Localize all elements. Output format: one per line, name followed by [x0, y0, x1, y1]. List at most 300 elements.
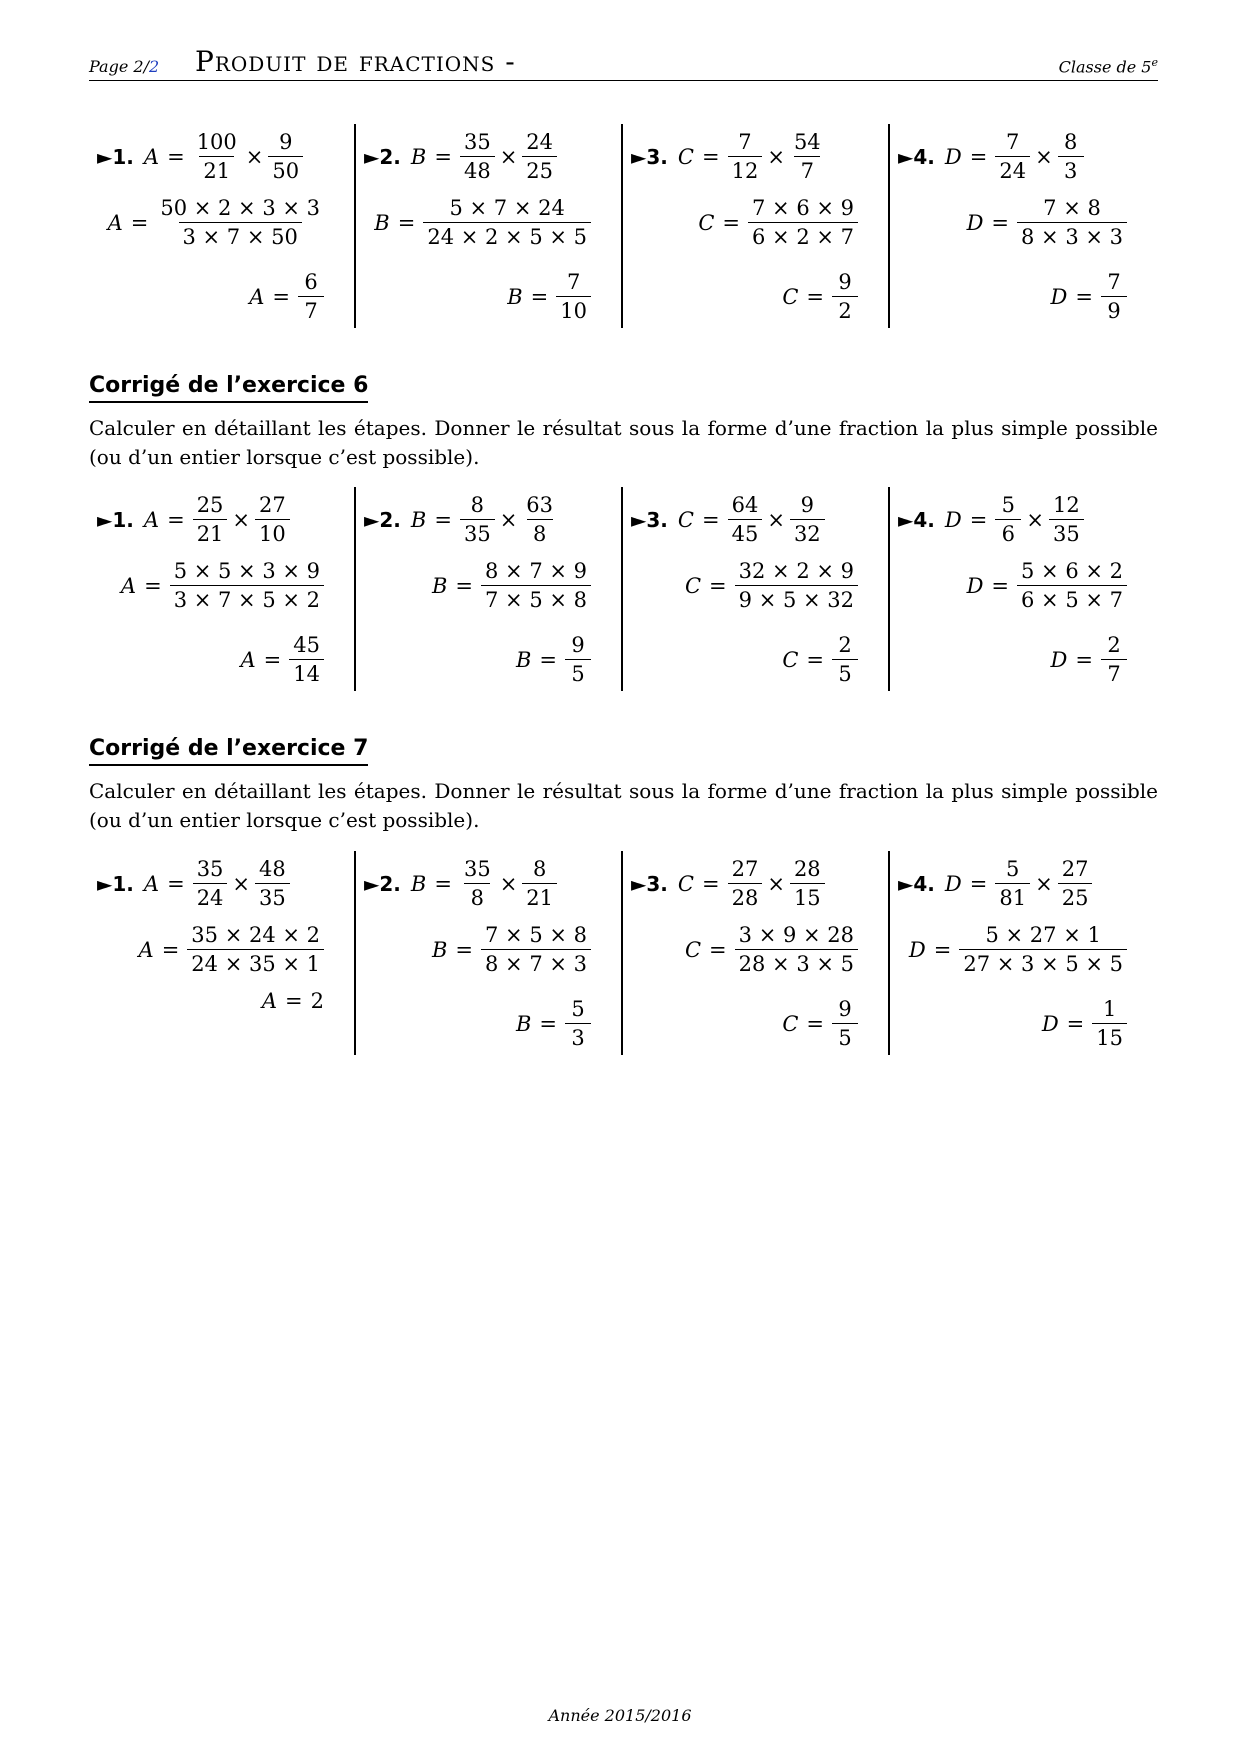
class-text: Classe de 5: [1058, 57, 1152, 76]
step-numerator: 3 × 9 × 28: [738, 923, 854, 947]
times-sign: ×: [767, 871, 785, 896]
item-number: ►2.: [364, 507, 401, 532]
variable: B: [507, 284, 523, 309]
result-numerator: 9: [838, 997, 852, 1021]
variable: A: [143, 507, 160, 532]
instructions: Calculer en détaillant les étapes. Donner le résultat sous la forme d’une fraction la plus simple possible (ou d’un entier lorsque c’est possible).: [89, 416, 1158, 469]
document-title: Produit de fractions -: [195, 45, 516, 78]
result-line: [1042, 995, 1127, 1052]
equals-sign: =: [1075, 647, 1093, 672]
result-denominator: 15: [1092, 1023, 1127, 1052]
numerator: 35: [196, 857, 224, 881]
variable: D: [1050, 647, 1068, 672]
instructions: Calculer en détaillant les étapes. Donner le résultat sous la forme d’une fraction la plus simple possible (ou d’un entier lorsque c’est possible).: [89, 779, 1158, 832]
denominator: 32: [790, 519, 825, 548]
fraction-2: [522, 491, 557, 548]
step-denominator: 24 × 35 × 1: [187, 949, 324, 978]
numerator: 63: [526, 493, 554, 517]
equals-sign: =: [1066, 1011, 1085, 1036]
result-fraction: [1092, 995, 1127, 1052]
numerator: 8: [470, 493, 484, 517]
fraction-2: [1058, 855, 1093, 912]
statement-line: [364, 491, 557, 548]
result-fraction: [832, 631, 858, 688]
numerator: 7: [1006, 130, 1020, 154]
result-line: [249, 268, 324, 325]
equals-sign: =: [434, 507, 452, 532]
variable: D: [1041, 1011, 1059, 1036]
result-denominator: 5: [565, 659, 591, 688]
step-numerator: 5 × 27 × 1: [985, 923, 1101, 947]
step-denominator: 8 × 7 × 3: [481, 949, 591, 978]
variable: C: [698, 210, 715, 235]
denominator: 35: [255, 883, 290, 912]
result-denominator: 3: [565, 1023, 591, 1052]
step-numerator: 5 × 5 × 3 × 9: [173, 559, 320, 583]
step-denominator: 24 × 2 × 5 × 5: [423, 222, 591, 251]
fraction-2: [522, 855, 557, 912]
equals-sign: =: [167, 871, 185, 896]
step-line: [967, 557, 1127, 614]
denominator: 35: [460, 519, 495, 548]
numerator: 64: [731, 493, 759, 517]
variable: A: [143, 871, 160, 896]
item-number: ►2.: [364, 144, 401, 169]
page-footer: Année 2015/2016: [548, 1706, 692, 1725]
times-sign: ×: [767, 144, 785, 169]
times-sign: ×: [499, 507, 518, 532]
numerator: 8: [532, 857, 547, 881]
statement-line: [631, 855, 825, 912]
step-fraction: [735, 557, 858, 614]
result-line: [262, 989, 324, 1013]
variable: C: [782, 1011, 799, 1036]
variable: A: [107, 210, 123, 235]
numerator: 9: [800, 493, 814, 517]
exercise-item: [890, 124, 1157, 328]
equals-sign: =: [539, 1011, 557, 1036]
numerator: 24: [526, 130, 554, 154]
denominator: 25: [522, 156, 557, 185]
result-denominator: 7: [1101, 659, 1127, 688]
statement-line: [364, 855, 557, 912]
equals-sign: =: [161, 937, 180, 962]
fraction-1: [728, 491, 763, 548]
variable: C: [677, 507, 694, 532]
step-fraction: [481, 557, 591, 614]
statement-line: [97, 855, 290, 912]
fraction-1: [460, 491, 495, 548]
times-sign: ×: [1026, 507, 1044, 532]
fraction-2: [1049, 491, 1084, 548]
fraction-2: [790, 491, 825, 548]
result-numerator: 2: [1107, 633, 1121, 657]
denominator: 10: [255, 519, 290, 548]
result-numerator: 1: [1102, 997, 1117, 1021]
step-denominator: 9 × 5 × 32: [735, 585, 858, 614]
result-denominator: 5: [832, 659, 858, 688]
equals-sign: =: [709, 573, 727, 598]
variable: A: [138, 937, 154, 962]
fraction-2: [255, 491, 290, 548]
equals-sign: =: [167, 507, 185, 532]
result-fraction: [556, 268, 591, 325]
result-fraction: [298, 268, 324, 325]
fraction-1: [728, 855, 763, 912]
numerator: 5: [1006, 857, 1020, 881]
variable: B: [431, 937, 448, 962]
exercise-item: [89, 487, 356, 691]
statement-line: [97, 128, 303, 185]
page-total-link[interactable]: 2: [148, 57, 160, 76]
step-denominator: 8 × 3 × 3: [1017, 222, 1127, 251]
times-sign: ×: [767, 507, 785, 532]
result-fraction: [565, 631, 591, 688]
exercise-item: [89, 851, 356, 1055]
equals-sign: =: [285, 989, 303, 1013]
item-number: ►1.: [97, 507, 134, 532]
page-indicator: [89, 57, 159, 76]
step-line: [432, 921, 591, 978]
equals-sign: =: [455, 937, 474, 962]
denominator: 6: [995, 519, 1021, 548]
equals-sign: =: [806, 1011, 824, 1036]
fraction-2: [522, 128, 557, 185]
step-fraction: [1017, 194, 1127, 251]
denominator: 21: [193, 519, 228, 548]
fraction-1: [995, 491, 1021, 548]
times-sign: ×: [499, 144, 518, 169]
equals-sign: =: [969, 871, 988, 896]
fraction-1: [193, 128, 241, 185]
variable: C: [684, 573, 702, 598]
variable: C: [782, 284, 799, 309]
denominator: 21: [522, 883, 557, 912]
fraction-1: [193, 855, 228, 912]
variable: D: [944, 871, 962, 896]
exercise-item: [356, 851, 623, 1055]
item-number: ►3.: [631, 507, 668, 532]
page-header: [89, 44, 1158, 81]
fraction-2: [790, 128, 825, 185]
step-line: [698, 194, 858, 251]
step-fraction: [481, 921, 591, 978]
result-numerator: 9: [838, 270, 852, 294]
item-number: ►4.: [898, 871, 935, 896]
result-line: [782, 995, 858, 1052]
item-number: ►1.: [97, 144, 134, 169]
result-numerator: 6: [304, 270, 318, 294]
exercise-item: [623, 487, 890, 691]
equals-sign: =: [806, 284, 824, 309]
equals-sign: =: [806, 647, 824, 672]
result-line: [1051, 268, 1127, 325]
result-denominator: 10: [556, 296, 591, 325]
numerator: 7: [738, 130, 752, 154]
step-fraction: [156, 194, 324, 251]
step-denominator: 6 × 5 × 7: [1017, 585, 1127, 614]
denominator: 12: [728, 156, 763, 185]
variable: C: [782, 647, 799, 672]
item-number: ►3.: [631, 871, 668, 896]
result-numerator: 7: [1107, 270, 1121, 294]
section-heading: Corrigé de l’exercice 6: [89, 373, 368, 403]
equals-sign: =: [397, 210, 416, 235]
page-label: Page 2/: [89, 57, 149, 76]
statement-line: [631, 128, 825, 185]
fraction-1: [995, 128, 1030, 185]
step-numerator: 8 × 7 × 9: [485, 559, 587, 583]
variable: D: [944, 507, 962, 532]
exercise-grid-2: [89, 487, 1158, 691]
variable: B: [431, 573, 448, 598]
numerator: 8: [1064, 130, 1078, 154]
variable: B: [410, 871, 427, 896]
exercise-grid-1: [89, 124, 1158, 328]
equals-sign: =: [709, 937, 727, 962]
result-line: [1051, 631, 1127, 688]
denominator: 25: [1058, 883, 1093, 912]
step-denominator: 3 × 7 × 5 × 2: [170, 585, 324, 614]
result-fraction: [832, 995, 858, 1052]
fraction-2: [268, 128, 303, 185]
fraction-2: [255, 855, 290, 912]
exercise-item: [890, 487, 1157, 691]
fraction-1: [460, 128, 495, 185]
step-fraction: [187, 921, 324, 978]
times-sign: ×: [1035, 871, 1053, 896]
step-numerator: 32 × 2 × 9: [738, 559, 854, 583]
numerator: 25: [196, 493, 224, 517]
denominator: 50: [268, 156, 303, 185]
step-fraction: [170, 557, 324, 614]
denominator: 45: [728, 519, 763, 548]
result-line: [782, 268, 858, 325]
exercise-item: [623, 851, 890, 1055]
fraction-2: [1058, 128, 1084, 185]
equals-sign: =: [991, 210, 1010, 235]
variable: B: [515, 1011, 532, 1036]
denominator: 81: [995, 883, 1030, 912]
numerator: 28: [793, 857, 821, 881]
step-fraction: [748, 194, 858, 251]
step-denominator: 27 × 3 × 5 × 5: [959, 949, 1127, 978]
step-fraction: [735, 921, 858, 978]
equals-sign: =: [434, 871, 452, 896]
equals-sign: =: [539, 647, 557, 672]
item-number: ►2.: [364, 871, 401, 896]
numerator: 100: [196, 130, 237, 154]
item-number: ►1.: [97, 871, 134, 896]
result-denominator: 2: [832, 296, 858, 325]
result-line: [516, 995, 591, 1052]
fraction-1: [995, 855, 1030, 912]
variable: D: [1050, 284, 1068, 309]
variable: A: [261, 989, 278, 1013]
result-line: [240, 631, 324, 688]
equals-sign: =: [272, 284, 290, 309]
result-numerator: 45: [293, 633, 320, 657]
variable: D: [944, 144, 962, 169]
variable: D: [966, 573, 984, 598]
equals-sign: =: [722, 210, 741, 235]
step-denominator: 28 × 3 × 5: [735, 949, 858, 978]
times-sign: ×: [232, 871, 251, 896]
denominator: 28: [728, 883, 763, 912]
step-numerator: 7 × 8: [1043, 196, 1101, 220]
numerator: 27: [259, 493, 286, 517]
numerator: 35: [463, 130, 491, 154]
denominator: 24: [995, 156, 1030, 185]
step-numerator: 50 × 2 × 3 × 3: [160, 196, 320, 220]
numerator: 5: [1001, 493, 1016, 517]
denominator: 24: [193, 883, 228, 912]
result-numerator: 9: [571, 633, 585, 657]
equals-sign: =: [130, 210, 149, 235]
result-numerator: 7: [566, 270, 581, 294]
variable: A: [249, 284, 265, 309]
step-numerator: 7 × 6 × 9: [752, 196, 854, 220]
statement-line: [631, 491, 825, 548]
statement-line: [898, 128, 1084, 185]
step-line: [121, 557, 324, 614]
exercise-item: [356, 124, 623, 328]
result-denominator: 9: [1101, 296, 1127, 325]
numerator: 48: [259, 857, 286, 881]
step-line: [432, 557, 591, 614]
equals-sign: =: [530, 284, 549, 309]
exercise-item: [89, 124, 356, 328]
numerator: 27: [731, 857, 759, 881]
denominator: 35: [1049, 519, 1084, 548]
variable: B: [515, 647, 532, 672]
equals-sign: =: [701, 871, 720, 896]
result-denominator: 14: [289, 659, 324, 688]
result-denominator: 7: [298, 296, 324, 325]
numerator: 27: [1061, 857, 1089, 881]
step-line: [967, 194, 1127, 251]
exercise-item: [890, 851, 1157, 1055]
step-fraction: [423, 194, 591, 251]
result-line: [507, 268, 591, 325]
fraction-2: [790, 855, 825, 912]
numerator: 9: [279, 130, 293, 154]
item-number: ►4.: [898, 144, 935, 169]
result-fraction: [1101, 268, 1127, 325]
equals-sign: =: [144, 573, 162, 598]
variable: D: [908, 937, 926, 962]
statement-line: [898, 491, 1084, 548]
denominator: 21: [199, 156, 234, 185]
step-line: [685, 921, 858, 978]
equals-sign: =: [701, 507, 720, 532]
item-number: ►4.: [898, 507, 935, 532]
step-fraction: [959, 921, 1127, 978]
equals-sign: =: [1075, 284, 1093, 309]
step-fraction: [1017, 557, 1127, 614]
denominator: 8: [464, 883, 490, 912]
fraction-1: [460, 855, 495, 912]
result-fraction: [1101, 631, 1127, 688]
result-numerator: 5: [571, 997, 585, 1021]
exercise-item: [623, 124, 890, 328]
result-line: [516, 631, 591, 688]
fraction-1: [193, 491, 228, 548]
denominator: 48: [460, 156, 495, 185]
statement-line: [898, 855, 1092, 912]
exercise-grid-3: [89, 851, 1158, 1055]
equals-sign: =: [434, 144, 452, 169]
variable: A: [240, 647, 256, 672]
item-number: ►3.: [631, 144, 668, 169]
equals-sign: =: [701, 144, 720, 169]
equals-sign: =: [991, 573, 1010, 598]
step-line: [685, 557, 858, 614]
variable: C: [684, 937, 702, 962]
variable: A: [143, 144, 160, 169]
exercise-item: [356, 487, 623, 691]
step-line: [909, 921, 1127, 978]
variable: D: [966, 210, 984, 235]
equals-sign: =: [969, 144, 988, 169]
fraction-1: [728, 128, 763, 185]
equals-sign: =: [167, 144, 185, 169]
statement-line: [97, 491, 290, 548]
step-denominator: 3 × 7 × 50: [179, 222, 302, 251]
denominator: 7: [794, 156, 820, 185]
equals-sign: =: [969, 507, 988, 532]
step-numerator: 5 × 6 × 2: [1021, 559, 1123, 583]
step-line: [374, 194, 591, 251]
step-denominator: 6 × 2 × 7: [748, 222, 858, 251]
result-integer: 2: [310, 989, 324, 1013]
variable: C: [677, 871, 694, 896]
variable: B: [410, 144, 427, 169]
numerator: 12: [1052, 493, 1080, 517]
times-sign: ×: [245, 144, 264, 169]
step-numerator: 5 × 7 × 24: [449, 196, 565, 220]
result-fraction: [832, 268, 858, 325]
denominator: 3: [1058, 156, 1084, 185]
variable: A: [120, 573, 137, 598]
result-line: [782, 631, 858, 688]
numerator: 35: [463, 857, 491, 881]
result-denominator: 5: [832, 1023, 858, 1052]
times-sign: ×: [499, 871, 518, 896]
numerator: 54: [793, 130, 821, 154]
equals-sign: =: [933, 937, 952, 962]
denominator: 15: [790, 883, 825, 912]
statement-line: [364, 128, 557, 185]
step-denominator: 7 × 5 × 8: [481, 585, 591, 614]
denominator: 8: [527, 519, 553, 548]
result-fraction: [565, 995, 591, 1052]
variable: B: [410, 507, 427, 532]
result-fraction: [289, 631, 324, 688]
times-sign: ×: [232, 507, 251, 532]
step-numerator: 7 × 5 × 8: [485, 923, 587, 947]
result-numerator: 2: [838, 633, 852, 657]
step-line: [139, 921, 324, 978]
step-line: [108, 194, 324, 251]
step-numerator: 35 × 24 × 2: [191, 923, 320, 947]
class-sup: e: [1151, 55, 1158, 69]
variable: C: [677, 144, 694, 169]
times-sign: ×: [1035, 144, 1053, 169]
equals-sign: =: [455, 573, 474, 598]
equals-sign: =: [263, 647, 282, 672]
class-label: [1059, 56, 1158, 76]
